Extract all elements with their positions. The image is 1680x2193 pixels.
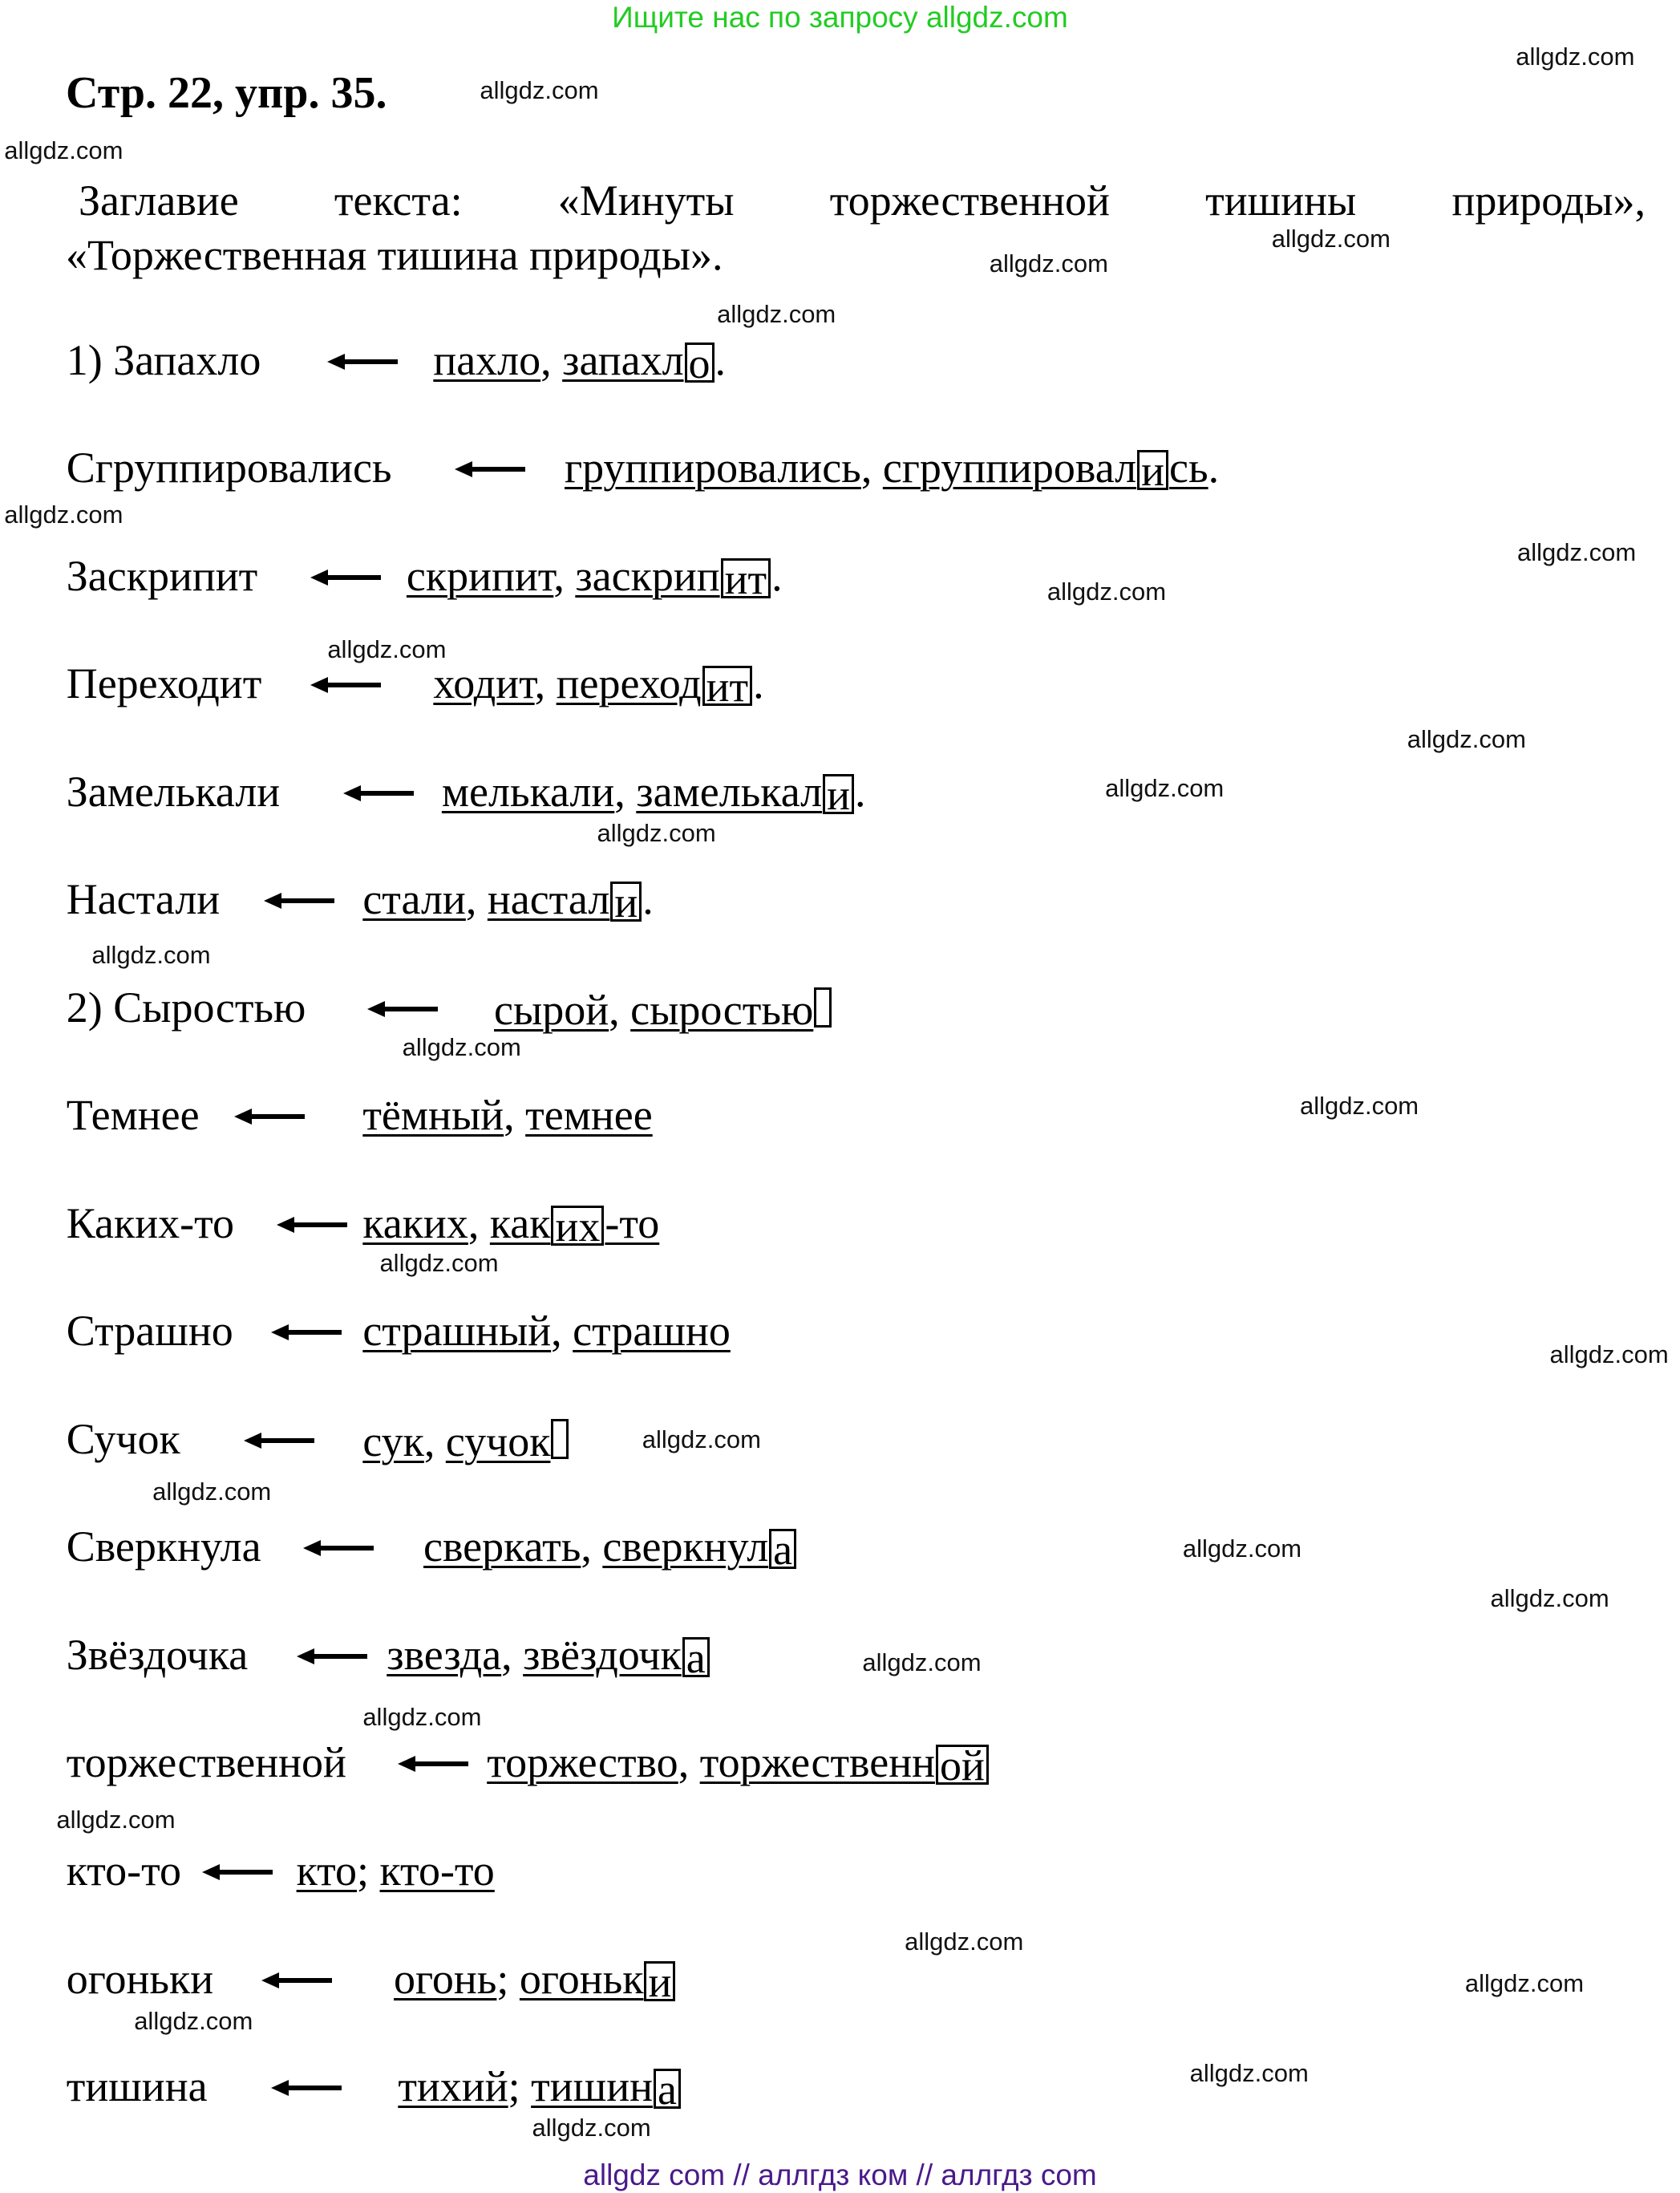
derived-word [487,875,642,927]
base-word: торжество [487,1738,678,1787]
row-answer [296,1846,495,1895]
intro-line-2: «Торжественная тишина природы». [66,231,723,279]
watermark: allgdz.com [642,1425,761,1453]
derived-word [636,767,855,819]
row-answer [423,1522,797,1575]
watermark: allgdz.com [1516,43,1635,71]
footer-links: allgdz com // аллгдз ком // аллгдз com [583,2159,1097,2191]
row-answer [362,1091,653,1140]
watermark: allgdz.com [1299,1092,1419,1120]
ending-box: ит [702,666,753,706]
ending-box: их [551,1206,604,1246]
row-answer [362,1307,731,1356]
row-word: торжественной [66,1738,346,1787]
arrow-left-icon [264,893,334,909]
watermark: allgdz.com [905,1927,1024,1956]
intro-text [66,176,1646,279]
arrow-left-icon [367,1001,438,1017]
row-word: Каких-то [66,1198,234,1247]
end-punct: . [642,875,654,924]
row-word: Звёздочка [66,1630,249,1679]
row-word: Переходит [66,659,262,708]
watermark: allgdz.com [597,819,716,847]
watermark: allgdz.com [134,2007,253,2035]
ending-box: а [654,2069,681,2109]
row-answer [387,1630,710,1682]
row-answer [441,767,866,819]
derived-tail: сь [1169,444,1208,493]
derived-stem: запахл [562,335,684,384]
ending-box: ой [936,1745,989,1785]
watermark: allgdz.com [1271,225,1391,253]
row-answer [406,551,783,603]
row-answer [433,659,764,711]
separator: , [553,551,576,600]
arrow-left-icon [234,1109,305,1125]
row-word: Заскрипит [66,551,258,600]
ending-box: а [769,1529,796,1569]
watermark: allgdz.com [379,1249,499,1277]
derived-stem: заскрип [575,551,720,600]
derived-word [699,1738,990,1790]
arrow-left-icon [271,1324,342,1340]
arrow-left-icon [398,1756,468,1772]
row-word: Темнее [66,1091,200,1140]
derived-stem: переход [556,659,702,708]
row-answer [433,335,727,387]
row-answer [487,1738,990,1790]
derived-word [525,1091,653,1139]
watermark: allgdz.com [1046,578,1167,606]
intro-line-1: Заглавие текста: «Минуты торжественной тишины природы», [79,176,1646,225]
derived-word [556,659,753,711]
separator: , [678,1738,700,1787]
derived-word [630,986,832,1034]
watermark: allgdz.com [532,2114,651,2142]
watermark: allgdz.com [1189,2059,1309,2087]
row-word: огоньки [66,1954,214,2003]
end-punct: . [771,551,783,600]
derived-stem: огоньк [519,1954,644,2003]
row-word: 1) Запахло [66,335,261,384]
row-answer [362,1198,660,1251]
base-word: стали [362,875,466,924]
derived-tail: -то [605,1198,660,1247]
search-banner: Ищите нас по запросу allgdz.com [612,1,1068,34]
row-answer [362,1417,569,1465]
derived-word [882,444,1208,496]
derived-word [531,2062,682,2114]
base-word: скрипит [406,551,554,600]
separator: , [504,1091,526,1140]
base-word: пахло [433,335,541,384]
derived-stem: торжественн [699,1738,935,1787]
watermark: allgdz.com [56,1806,176,1834]
derived-word [575,551,771,603]
derived-word [489,1198,660,1251]
watermark: allgdz.com [362,1703,482,1731]
separator: ; [496,1954,520,2003]
ending-box: а [682,1637,710,1677]
row-word: Настали [66,875,221,924]
row-word: 2) Сыростью [66,983,306,1032]
base-word: мелькали [441,767,615,816]
row-word: Сверкнула [66,1522,261,1571]
separator: , [468,1198,490,1247]
watermark: allgdz.com [1464,1969,1585,1997]
derived-word [519,1954,676,2006]
row-answer [565,444,1220,496]
derived-stem: сгруппировал [882,444,1137,493]
arrow-left-icon [297,1648,367,1664]
base-word: сырой [494,985,609,1034]
watermark: allgdz.com [4,136,123,164]
derived-stem: сучок [445,1417,551,1465]
watermark: allgdz.com [1490,1584,1609,1612]
end-punct: . [1208,444,1220,493]
derived-stem: звёздочк [523,1630,682,1679]
watermark: allgdz.com [1407,725,1526,753]
base-word: сук [362,1417,424,1465]
separator: , [551,1307,573,1356]
ending-box [551,1419,569,1459]
arrow-left-icon [343,785,414,801]
derived-word [380,1846,495,1895]
watermark: allgdz.com [402,1033,521,1061]
derived-stem: сверкнул [602,1522,769,1571]
end-punct: . [855,767,866,816]
base-word: группировались [565,444,861,493]
ending-box: и [610,882,642,922]
derived-stem: кто-то [379,1846,495,1895]
base-word: кто [296,1846,358,1895]
ending-box: о [685,343,715,383]
derived-word [523,1630,710,1682]
separator: , [860,444,883,493]
derived-stem: замелькал [636,767,823,816]
separator: , [540,335,563,384]
derived-stem: тишин [531,2062,653,2111]
base-word: каких [362,1198,468,1247]
derived-stem: как [489,1198,551,1247]
derived-word [573,1307,731,1355]
row-word: Страшно [66,1307,233,1356]
base-word: ходит [433,659,535,708]
base-word: звезда [387,1630,502,1679]
separator: , [609,985,631,1034]
arrow-left-icon [303,1540,374,1556]
arrow-left-icon [202,1864,273,1880]
separator: , [614,767,637,816]
ending-box: и [823,774,854,814]
derived-word [602,1522,797,1575]
watermark: allgdz.com [1517,538,1637,566]
arrow-left-icon [310,677,381,693]
watermark: allgdz.com [327,635,447,663]
row-word: Сгруппировались [66,444,392,493]
watermark: allgdz.com [91,941,211,969]
end-punct: . [715,335,727,384]
row-answer [394,1954,676,2006]
base-word: тихий [398,2062,508,2111]
watermark: allgdz.com [989,249,1108,278]
row-answer [494,985,832,1034]
watermark: allgdz.com [1105,774,1225,802]
arrow-left-icon [261,1972,332,1988]
arrow-left-icon [244,1433,314,1449]
watermark: allgdz.com [4,501,123,529]
ending-box: и [1137,450,1168,490]
base-word: тёмный [362,1091,504,1140]
base-word: огонь [394,1954,497,2003]
watermark: allgdz.com [152,1478,272,1506]
derived-stem: настал [487,875,610,924]
derived-word [562,335,715,387]
base-word: сверкать [423,1522,581,1571]
watermark: allgdz.com [1182,1534,1302,1563]
row-answer [398,2062,682,2114]
page-title: Стр. 22, упр. 35. [66,68,387,118]
derived-word [446,1417,570,1465]
separator: ; [357,1846,380,1895]
arrow-left-icon [271,2080,342,2096]
ending-box: ит [721,558,771,598]
separator: , [534,659,557,708]
ending-box: и [644,1961,675,2001]
watermark: allgdz.com [480,76,599,104]
row-word: Замелькали [66,767,281,816]
row-answer [362,875,654,927]
separator: , [501,1630,524,1679]
arrow-left-icon [277,1217,347,1233]
arrow-left-icon [310,570,381,586]
derived-stem: страшно [573,1307,731,1356]
arrow-left-icon [327,354,398,370]
base-word: страшный [362,1307,552,1356]
watermark: allgdz.com [862,1648,982,1676]
watermark: allgdz.com [717,300,836,328]
derived-stem: сыростью [630,985,814,1034]
arrow-left-icon [455,461,525,477]
separator: ; [508,2062,532,2111]
watermark: allgdz.com [1549,1340,1669,1368]
separator: , [581,1522,603,1571]
end-punct: . [753,659,764,708]
row-word: кто-то [66,1846,181,1895]
separator: , [423,1417,446,1465]
row-word: тишина [66,2062,208,2111]
row-word: Сучок [66,1414,180,1463]
separator: , [465,875,488,924]
derived-stem: темнее [525,1091,653,1140]
ending-box [814,987,832,1028]
